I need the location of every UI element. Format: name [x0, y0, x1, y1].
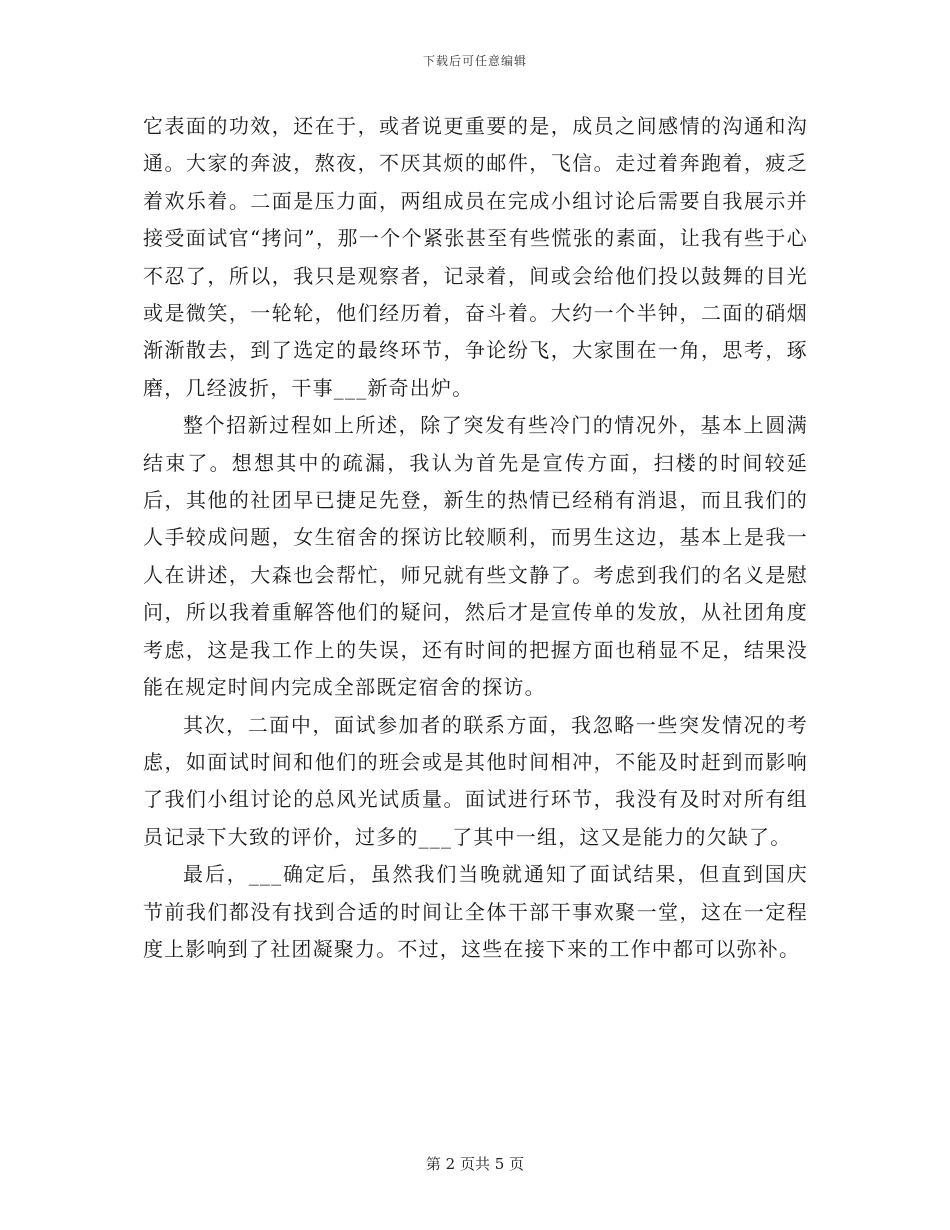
paragraph-recruitment-summary: 整个招新过程如上所述，除了突发有些冷门的情况外，基本上圆满结束了。想想其中的疏漏，我认为首先是宣传方面，扫楼的时间较延后，其他的社团早已捷足先登，新生的热情已经稍有消退，而且我们的人手较成问题，女生宿舍的探访比较顺利，而男生这边，基本上是我一人在讲述，大森也会帮忙，师兄就有些文静了。考虑到我们的名义是慰问，所以我着重解答他们的疑问，然后才是宣传单的发放，从社团角度考虑，这是我工作上的失误，还有时间的把握方面也稍显不足，结果没能在规定时间内完成全部既定宿舍的探访。	[143, 413, 808, 700]
paragraph-secondly: 其次，二面中，面试参加者的联系方面，我忽略一些突发情况的考虑，如面试时间和他们的班会或是其他时间相冲，不能及时赶到而影响了我们小组讨论的总风光试质量。面试进行环节，我没有及时对所有组员记录下大致的评价，过多的___了其中一组，这又是能力的欠缺了。	[143, 712, 808, 849]
paragraph-continuation: 它表面的功效，还在于，或者说更重要的是，成员之间感情的沟通和沟通。大家的奔波，熬夜，不厌其烦的邮件，飞信。走过着奔跑着，疲乏着欢乐着。二面是压力面，两组成员在完成小组讨论后需要自我展示并接受面试官“拷问”，那一个个紧张甚至有些慌张的素面，让我有些于心不忍了，所以，我只是观察者，记录着，间或会给他们投以鼓舞的目光或是微笑，一轮轮，他们经历着，奋斗着。大约一个半钟，二面的硝烟渐渐散去，到了选定的最终环节，争论纷飞，大家围在一角，思考，琢磨，几经波折，干事___新奇出炉。	[143, 114, 808, 400]
page-header: 下载后可任意编辑	[422, 54, 527, 68]
document-body	[143, 108, 808, 968]
paragraph-finally: 最后，___确定后，虽然我们当晚就通知了面试结果，但直到国庆节前我们都没有找到合适的时间让全体干部干事欢聚一堂，这在一定程度上影响到了社团凝聚力。不过，这些在接下来的工作中都可以弥补。	[143, 862, 808, 961]
page-number: 第 2 页共 5 页	[425, 1155, 525, 1173]
